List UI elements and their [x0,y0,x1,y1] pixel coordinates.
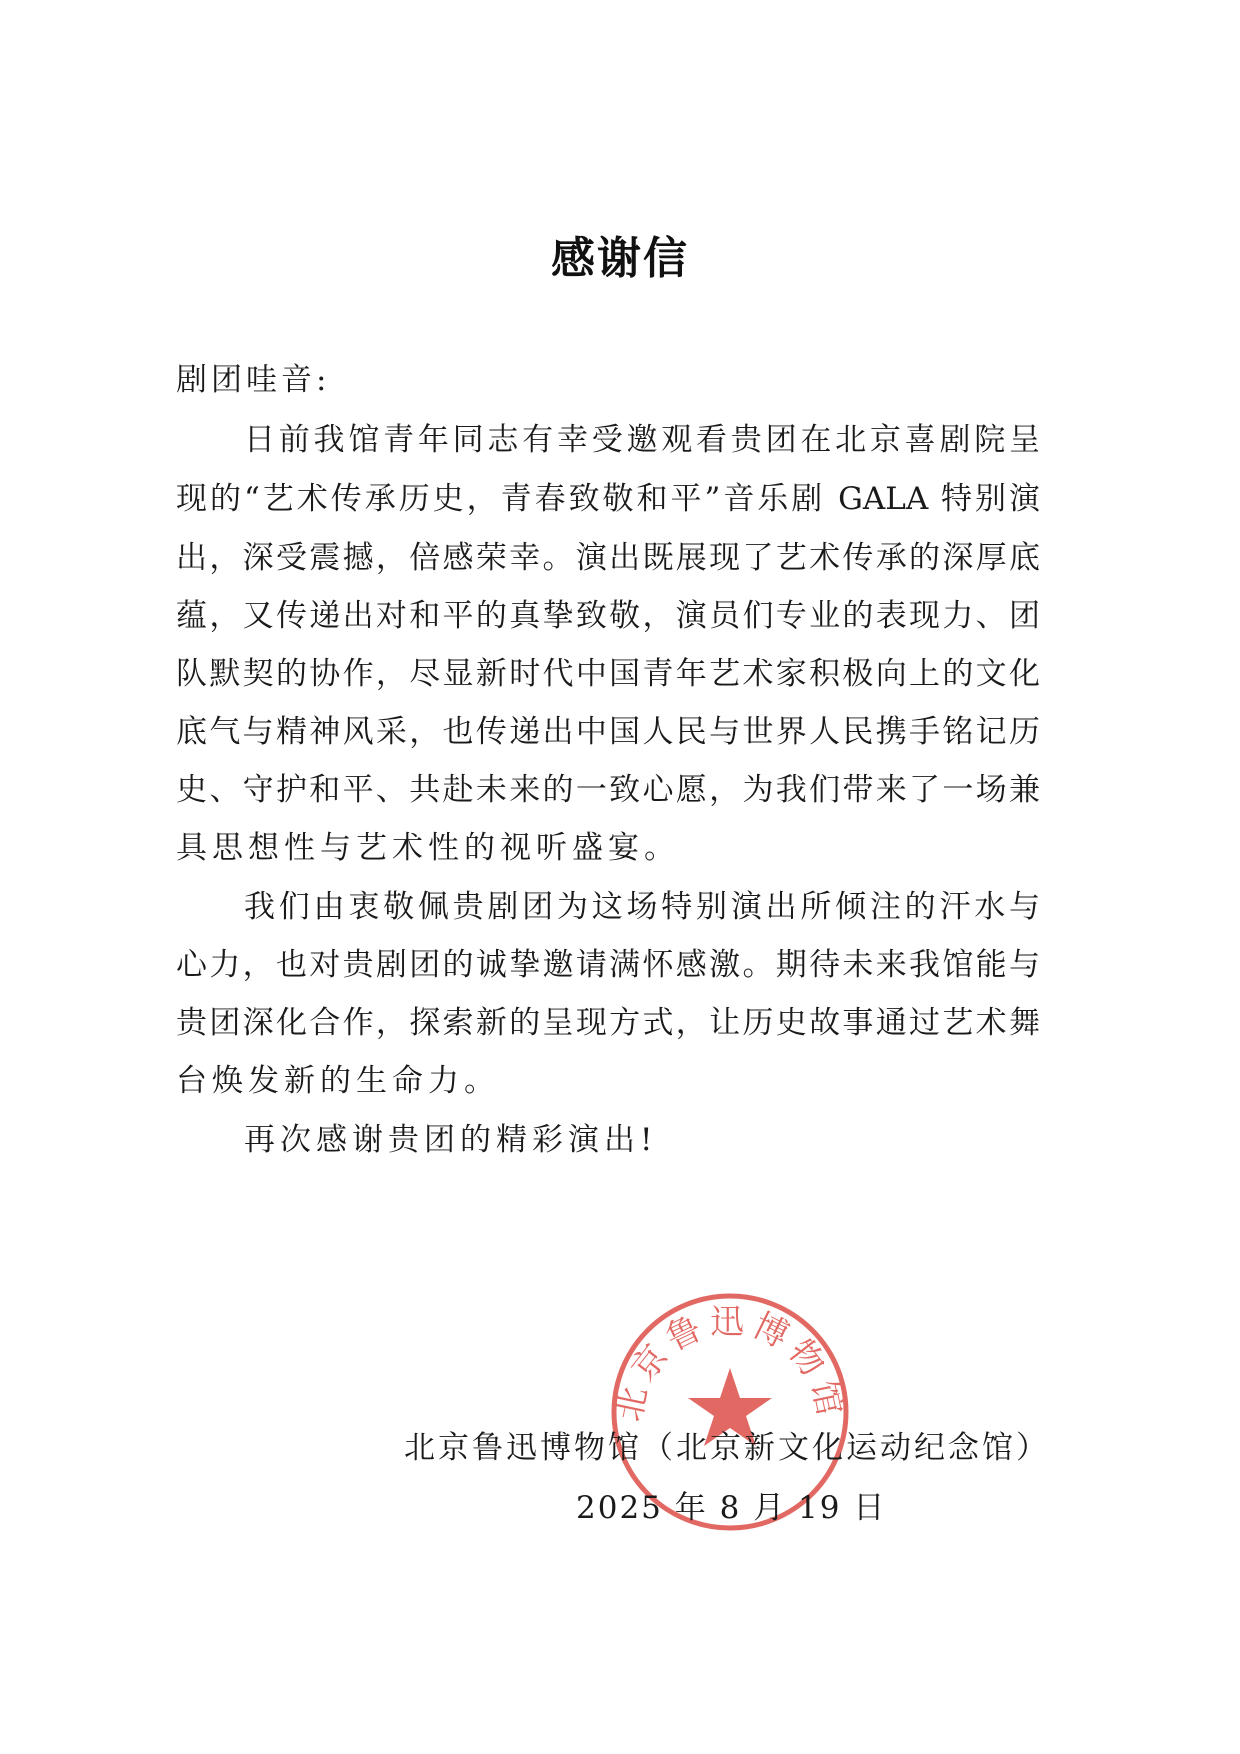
body-line: 现的“艺术传承历史，青春致敬和平”音乐剧 GALA 特别演 [176,481,1040,517]
body-line: 蕴，又传递出对和平的真挚致敬，演员们专业的表现力、团 [176,598,1040,634]
body-line: 台焕发新的生命力。 [176,1063,500,1099]
body-line: 日前我馆青年同志有幸受邀观看贵团在北京喜剧院呈 [244,422,1040,458]
body-line: 出，深受震撼，倍感荣幸。演出既展现了艺术传承的深厚底 [176,540,1040,576]
letter-date: 2025 年 8 月 19 日 [576,1490,887,1526]
body-line: 底气与精神风采，也传递出中国人民与世界人民携手铭记历 [176,714,1040,750]
closing-line: 再次感谢贵团的精彩演出! [244,1122,658,1158]
body-line: 我们由衷敬佩贵剧团为这场特别演出所倾注的汗水与 [244,889,1040,925]
letter-title: 感谢信 [551,233,689,284]
body-line: 队默契的协作，尽显新时代中国青年艺术家积极向上的文化 [176,656,1040,692]
body-line: 具思想性与艺术性的视听盛宴。 [176,830,680,866]
signature: 北京鲁迅博物馆（北京新文化运动纪念馆） [404,1430,1050,1466]
salutation: 剧团哇音: [176,362,331,398]
body-line: 史、守护和平、共赴未来的一致心愿，为我们带来了一场兼 [176,772,1040,808]
body-line: 贵团深化合作，探索新的呈现方式，让历史故事通过艺术舞 [176,1005,1040,1041]
body-line: 心力，也对贵剧团的诚挚邀请满怀感激。期待未来我馆能与 [176,947,1040,983]
seal-text: 北京鲁迅博物馆 [609,1302,851,1425]
